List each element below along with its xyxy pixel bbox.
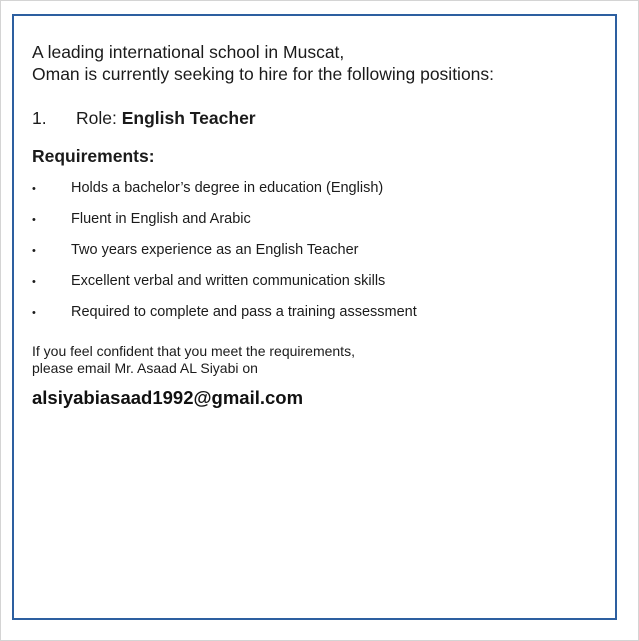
requirements-heading: Requirements:	[32, 146, 155, 166]
contact-line-1: If you feel confident that you meet the requirements,	[32, 343, 355, 359]
requirement-item	[32, 209, 417, 240]
bullet-icon: •	[32, 245, 36, 257]
role-title: English Teacher	[121, 108, 256, 128]
contact-email[interactable]: alsiyabiasaad1992@gmail.com	[32, 387, 304, 408]
requirement-item	[32, 271, 417, 302]
intro-line-1: A leading international school in Muscat,	[32, 42, 345, 62]
role-line	[32, 107, 256, 129]
bullet-icon: •	[32, 183, 36, 195]
bullet-icon: •	[32, 276, 36, 288]
role-prefix: Role:	[76, 108, 117, 128]
bullet-icon: •	[32, 214, 36, 226]
requirements-list	[32, 178, 417, 333]
contact-line-2: please email Mr. Asaad AL Siyabi on	[32, 360, 258, 376]
requirement-text: Holds a bachelor’s degree in education (English)	[71, 180, 384, 196]
requirement-text: Required to complete and pass a training assessment	[71, 304, 417, 320]
requirement-item	[32, 302, 417, 333]
contact-text	[32, 343, 355, 377]
intro-line-2: Oman is currently seeking to hire for the following positions:	[32, 64, 495, 84]
requirement-item	[32, 178, 417, 209]
bullet-icon: •	[32, 307, 36, 319]
intro-text	[32, 41, 494, 85]
requirement-text: Two years experience as an English Teacher	[71, 242, 359, 258]
requirement-text: Excellent verbal and written communication skills	[71, 273, 386, 289]
requirement-item	[32, 240, 417, 271]
requirement-text: Fluent in English and Arabic	[71, 211, 251, 227]
role-number: 1.	[32, 108, 47, 128]
